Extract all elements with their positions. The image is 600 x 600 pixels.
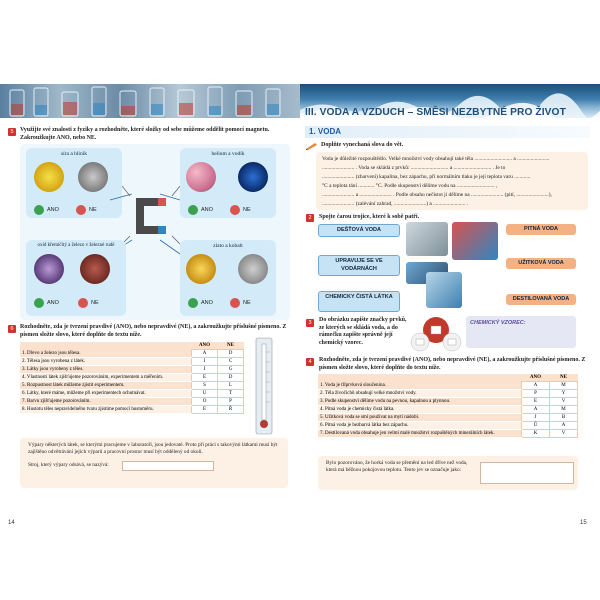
pencil-icon [306,142,318,150]
ano-option[interactable]: ANO [201,300,213,306]
ne-letter[interactable]: D [218,350,244,358]
match-left-label[interactable]: DEŠŤOVÁ VODA [318,224,400,237]
task6-fill-text: Výpary některých látek, se kterými pracujeme v laboratoři, jsou jedovaté. Proto při práci s takovými látkami musí být zajištěno odvětrávání jejich výparů a pracovní prostor musí být oddělený od okolí. [28,442,278,455]
task6-table [20,342,244,414]
task1-heading: Doplňte vynechaná slova do vět. [321,142,404,148]
cobalt-image [238,254,268,284]
ano-letter[interactable]: U [192,390,218,398]
task-number-badge: 3 [306,319,314,327]
ne-circle-icon[interactable] [230,298,240,308]
hydrometer-illustration [252,336,276,436]
ano-letter[interactable]: A [522,406,550,414]
match-left-label[interactable]: CHEMICKY ČISTÁ LÁTKA [318,291,400,312]
gold-image [186,254,216,284]
table-row [20,366,244,374]
chemical-formula-label: CHEMICKÝ VZOREC: [470,320,526,326]
ano-letter[interactable]: K [522,430,550,438]
statement-text: 7. Destilovaná voda obsahuje jen velmi malé množství rozpuštěných minerálních látek. [318,430,522,438]
ne-letter[interactable]: D [218,374,244,382]
fill-in-line[interactable]: Voda je důležité rozpouštědlo. Velké množství vody obsahují také těla ............................ a ........................ [322,156,550,162]
ne-letter[interactable]: A [550,422,578,430]
quartz-image [34,254,64,284]
statement-text: 2. Tělesa jsou vyrobena z látek. [20,358,192,366]
ano-option[interactable]: ANO [201,207,213,213]
statement-text: 5. Rozpustnost látek můžeme zjistit experimentem. [20,382,192,390]
statement-text: 4. Vlastnosti látek zjišťujeme pozorováním, experimentem a měřením. [20,374,192,382]
task-number-badge: 4 [306,358,314,366]
task2-heading: Spojte čarou trojice, které k sobě patří. [319,214,420,220]
page-number-left: 14 [8,520,15,526]
ano-option[interactable]: ANO [47,300,59,306]
ne-letter[interactable]: T [218,390,244,398]
table-row [20,406,244,414]
section-heading [305,126,590,138]
ne-letter[interactable]: M [550,382,578,390]
ne-letter[interactable]: L [218,382,244,390]
statement-text: 1. Dřevo a železo jsou tělesa. [20,350,192,358]
task4-instruction: Rozhodněte, zda je tvrzení pravdivé (ANO), nebo nepravdivé (NE), a zakroužkujte příslušné písmeno. Z písmen složte slovo, které doplňte do textu níže. [319,357,586,371]
ne-letter[interactable]: B [550,414,578,422]
statement-text: 7. Barvu zjišťujeme pozorováním. [20,398,192,406]
table-row [20,382,244,390]
magnet-box-label: oxid křemičitý a železo v železné rudě [37,243,115,248]
match-image-car-wash [452,222,498,260]
ano-letter[interactable]: E [522,398,550,406]
statement-text: 8. Hustotu těles nepravidelného tvaru zjistíme pomocí hustoměru. [20,406,192,414]
match-right-label[interactable]: PITNÁ VODA [506,224,576,235]
ano-letter[interactable]: I [192,358,218,366]
ano-letter[interactable]: P [522,390,550,398]
table-row [318,406,578,414]
table-row [20,398,244,406]
task3-text: Do obrázku zapište značky prvků, ze kterých se skládá voda, a do rámečku zapište správně její chemický vzorec. [319,317,407,346]
task-number-badge: 5 [8,128,16,136]
match-image-kettle [406,222,448,256]
ne-option[interactable]: NE [89,207,97,213]
task4-fill-text: Bylo pozorováno, že horká voda se přemění na led dříve než voda, která má běžnou pokojovou teplotu. Tento jev se označuje jako: [326,460,468,473]
ano-letter[interactable]: A [522,382,550,390]
laboratory-glassware-image [0,84,300,118]
table-row [20,358,244,366]
column-ano: ANO [192,342,218,350]
task4-table [318,374,578,438]
statement-text: 3. Podle skupenství dělíme vodu na pevnou, kapalnou a plynnou. [318,398,522,406]
match-right-label[interactable]: UŽITKOVÁ VODA [506,258,576,269]
table-row [318,390,578,398]
ne-option[interactable]: NE [243,207,251,213]
ano-option[interactable]: ANO [47,207,59,213]
ne-letter[interactable]: Y [550,390,578,398]
ne-letter[interactable]: C [218,358,244,366]
fill-in-line[interactable]: ........................ (zalévání zahrad, ........................) a ........................ . [322,201,469,207]
ano-letter[interactable]: Ů [522,422,550,430]
magnet-box-label: zlato a kobalt [213,243,243,249]
table-row [318,382,578,390]
ano-letter[interactable]: I [192,366,218,374]
match-left-label[interactable]: UPRAVUJE SE VE VODÁRNÁCH [318,255,400,276]
column-ne: NE [550,374,578,382]
fill-in-line[interactable]: °C a teplota tání ............ °C. Podle skupenství dělíme vodu na ............................ , [322,183,498,189]
statement-text: 6. Pitná voda je bezbarvá látka bez zápachu. [318,422,522,430]
ne-letter[interactable]: Ř [218,406,244,414]
column-ne: NE [218,342,244,350]
section-title: 1. VODA [309,127,342,136]
table-row [318,422,578,430]
ne-letter[interactable]: G [218,366,244,374]
statement-text: 1. Voda je tříprvková sloučenina. [318,382,522,390]
task6-answer-field[interactable] [122,461,214,471]
ano-letter[interactable]: E [192,406,218,414]
fill-in-line[interactable]: ........................ . Voda se skládá z prvků: ............................ a ............................ . Je to [322,165,506,171]
task-number-badge: 2 [306,214,314,222]
task6-fill-question: Stroj, který výpary odsává, se nazývá: [28,462,109,468]
task-number-badge: 6 [8,325,16,333]
task1-lines [322,155,584,209]
table-row [20,350,244,358]
ne-letter[interactable]: V [550,430,578,438]
iron-ore-image [80,254,110,284]
task6-instruction: Rozhodněte, zda je tvrzení pravdivé (ANO), nebo nepravdivé (NE), a zakroužkujte příslušné písmeno. Z písmen složte slovo, které doplňte do textu níže. [20,324,287,338]
statement-text: 5. Užitková voda se smí používat na mytí nádobí. [318,414,522,422]
ano-letter[interactable]: O [192,398,218,406]
match-image-water-tap [426,272,462,308]
statement-text: 2. Těla živočichů obsahují velké množství vody. [318,390,522,398]
page-title: III. VODA A VZDUCH – SMĚSI NEZBYTNÉ PRO ŽIVOT [305,107,566,118]
table-row [20,374,244,382]
match-right-label[interactable]: DESTILOVANÁ VODA [506,294,576,305]
column-ano: ANO [522,374,550,382]
page-number-right: 15 [580,520,587,526]
table-row [318,414,578,422]
ne-letter[interactable]: V [550,398,578,406]
ne-option[interactable]: NE [243,300,251,306]
task4-answer-field[interactable] [480,462,574,484]
ne-option[interactable]: NE [91,300,99,306]
magnet-box-label: síra a hliník [61,151,87,157]
fill-in-line[interactable]: ........................ (zbarvení) kapalina, bez zápachu, při normálním tlaku je její teplota varu ............ [322,174,531,180]
ano-letter[interactable]: A [192,350,218,358]
table-row [318,430,578,438]
statement-text: 3. Látky jsou vyrobeny z těles. [20,366,192,374]
fill-in-line[interactable]: ........................ a ........................ . Podle obsahu nečistot ji dělíme na ........................ (pití, ........................), [322,192,552,198]
magnet-box-label: helium a vodík [211,151,245,157]
table-row [318,398,578,406]
ano-letter[interactable]: E [192,374,218,382]
statement-text: 6. Látky, které máme, můžeme při experimentech ochutnávat. [20,390,192,398]
ano-circle-icon[interactable] [34,298,44,308]
ano-circle-icon[interactable] [188,298,198,308]
ne-letter[interactable]: P [218,398,244,406]
statement-text: 4. Pitná voda je chemicky čistá látka. [318,406,522,414]
ne-circle-icon[interactable] [78,298,88,308]
header-banner-left [0,84,300,118]
task5-instruction: Využijte své znalosti z fyziky a rozhodněte, které složky od sebe můžeme oddělit pomocí magnetu. Zakroužkujte ANO, nebo NE. [20,127,270,141]
ano-letter[interactable]: J [522,414,550,422]
ne-letter[interactable]: M [550,406,578,414]
ano-letter[interactable]: S [192,382,218,390]
water-molecule-illustration [410,312,462,352]
table-row [20,390,244,398]
